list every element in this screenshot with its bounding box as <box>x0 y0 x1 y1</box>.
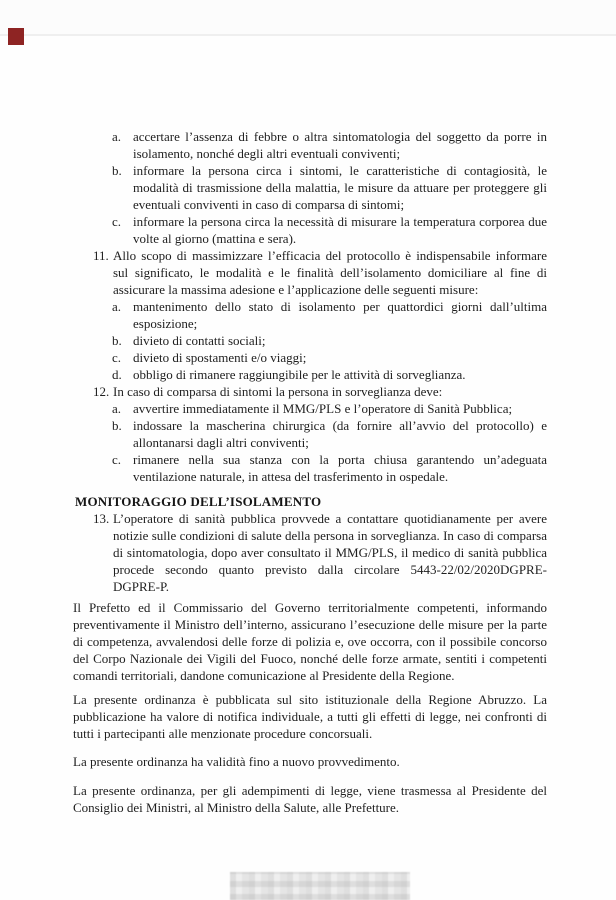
list-item-13 <box>73 510 547 595</box>
item-marker: 13. <box>93 511 110 526</box>
top-bar <box>0 0 616 36</box>
list-item-12c <box>73 451 547 485</box>
item-text: rimanere nella sua stanza con la porta chiusa garantendo un’adeguata ventilazione naturale, in attesa del trasferimento in ospedale. <box>133 452 547 484</box>
paragraph-prefetto: Il Prefetto ed il Commissario del Governo territorialmente competenti, informando preventivamente il Ministro dell’interno, assicurano l’esecuzione delle misure per la parte di competenza, avvalendosi delle forze di polizia e, ove occorra, con il possibile concorso del Corpo Nazionale dei Vigili del Fuoco, nonché delle forze armate, sentiti i competenti comandi territoriali, dandone comunicazione al Presidente della Regione. <box>73 600 547 683</box>
item-text: indossare la mascherina chirurgica (da fornire all’avvio del protocollo) e allontanarsi dagli altri conviventi; <box>133 418 547 450</box>
item-text: divieto di spostamenti e/o viaggi; <box>133 350 307 365</box>
item-marker: b. <box>112 418 122 433</box>
item-marker: a. <box>112 299 122 314</box>
item-marker: c. <box>112 350 122 365</box>
item-text: avvertire immediatamente il MMG/PLS e l’operatore di Sanità Pubblica; <box>133 401 513 416</box>
list-item-b <box>73 162 547 213</box>
paragraph-trasmissione: La presente ordinanza, per gli adempimenti di legge, viene trasmessa al Presidente del Consiglio dei Ministri, al Ministro della Salute, alle Prefetture. <box>73 783 547 815</box>
item-marker: 12. <box>93 384 110 399</box>
paragraph-pubblicazione: La presente ordinanza è pubblicata sul sito istituzionale della Regione Abruzzo. La pubblicazione ha valore di notifica individuale, a tutti gli effetti di legge, nei confronti di tutti i partecipanti alle menzionate procedure concorsuali. <box>73 692 547 741</box>
list-item-c <box>73 213 547 247</box>
paragraph-validita: La presente ordinanza ha validità fino a nuovo provvedimento. <box>73 754 400 769</box>
list-item-12b <box>73 417 547 451</box>
item-marker: b. <box>112 163 122 178</box>
item-marker: c. <box>112 214 122 229</box>
list-item-11a <box>73 298 547 332</box>
item-text: mantenimento dello stato di isolamento per quattordici giorni dall’ultima esposizione; <box>133 299 547 331</box>
list-item-11 <box>73 247 547 298</box>
section-heading: MONITORAGGIO DELL’ISOLAMENTO <box>75 494 322 509</box>
item-text: accertare l’assenza di febbre o altra sintomatologia del soggetto da porre in isolamento, nonché degli altri eventuali conviventi; <box>133 129 547 161</box>
item-text: informare la persona circa i sintomi, le caratteristiche di contagiosità, le modalità di trasmissione della malattia, le misure da attuare per proteggere gli eventuali conviventi in caso di comparsa di sintomi; <box>133 163 547 212</box>
item-text: informare la persona circa la necessità di misurare la temperatura corporea due volte al giorno (mattina e sera). <box>133 214 547 246</box>
item-marker: 11. <box>93 248 109 263</box>
list-item-a <box>73 128 547 162</box>
item-text: L’operatore di sanità pubblica provvede a contattare quotidianamente per avere notizie sulle condizioni di salute della persona in sorveglianza. In caso di comparsa di sintomatologia, dopo aver consultato il MMG/PLS, il medico di sanità pubblica procede secondo quanto previsto dalla circolare 5443-22/02/2020DGPRE-DGPRE-P. <box>113 511 547 594</box>
item-text: Allo scopo di massimizzare l’efficacia del protocollo è indispensabile informare sul significato, le modalità e le finalità dell’isolamento domiciliare al fine di assicurare la massima adesione e l’applicazione delle seguenti misure: <box>113 248 547 297</box>
list-item-12a <box>73 400 547 417</box>
item-marker: b. <box>112 333 122 348</box>
redacted-signature-blur <box>230 872 410 900</box>
item-marker: a. <box>112 129 122 144</box>
list-item-12 <box>73 383 547 400</box>
item-text: In caso di comparsa di sintomi la persona in sorveglianza deve: <box>113 384 443 399</box>
list-item-11c <box>73 349 547 366</box>
list-item-11b <box>73 332 547 349</box>
item-marker: c. <box>112 452 122 467</box>
recording-indicator[interactable] <box>8 28 24 45</box>
item-marker: a. <box>112 401 122 416</box>
item-marker: d. <box>112 367 122 382</box>
list-item-11d <box>73 366 547 383</box>
item-text: obbligo di rimanere raggiungibile per le attività di sorveglianza. <box>133 367 466 382</box>
item-text: divieto di contatti sociali; <box>133 333 266 348</box>
document-page <box>73 128 547 816</box>
